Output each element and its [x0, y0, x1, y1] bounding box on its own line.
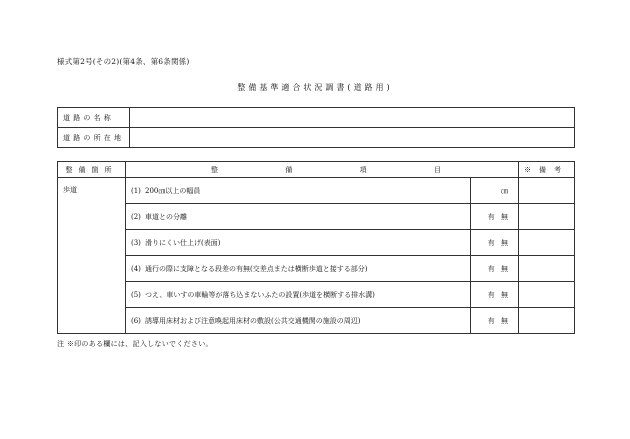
row-number: (6)	[126, 308, 142, 334]
row-number: (2)	[126, 204, 142, 230]
header-items	[126, 162, 519, 178]
header-items-char: 目	[433, 165, 441, 174]
road-name-label: 道路の名称	[58, 108, 130, 128]
row-item: 通行の際に支障となる段差の有無(交差点または横断歩道と接する部分)	[141, 256, 471, 282]
row-note	[519, 204, 575, 230]
footnote: 注 ※印のある欄には、記入しないでください。	[57, 340, 213, 348]
row-answer[interactable]: 有 無	[471, 256, 519, 282]
row-answer[interactable]: 有 無	[471, 204, 519, 230]
row-answer[interactable]: 有 無	[471, 230, 519, 256]
row-number: (3)	[126, 230, 142, 256]
row-number: (4)	[126, 256, 142, 282]
row-note	[519, 256, 575, 282]
road-info-table	[57, 107, 575, 148]
row-item: つえ、車いすの車輪等が落ち込まないふたの設置(歩道を横断する排水溝)	[141, 282, 471, 308]
place-cell: 歩道	[58, 178, 126, 334]
document-title: 整備基準適合状況調書(道路用)	[237, 83, 393, 92]
table-row	[58, 204, 575, 230]
row-note	[519, 230, 575, 256]
header-items-char: 整	[211, 165, 218, 174]
row-answer[interactable]: 有 無	[471, 308, 519, 334]
header-items-char: 項	[359, 165, 367, 174]
road-location-row	[58, 128, 575, 148]
row-answer[interactable]: ㎝	[471, 178, 519, 204]
header-items-char: 備	[285, 165, 293, 174]
checklist-table	[57, 161, 575, 334]
road-location-label: 道路の所在地	[58, 128, 130, 148]
road-location-field[interactable]	[130, 128, 575, 148]
row-item: 200㎝以上の幅員	[141, 178, 471, 204]
row-number: (1)	[126, 178, 142, 204]
road-name-field[interactable]	[130, 108, 575, 128]
checklist-header-row	[58, 162, 575, 178]
row-note	[519, 282, 575, 308]
header-place: 整備箇所	[58, 162, 126, 178]
row-number: (5)	[126, 282, 142, 308]
form-label: 様式第2号(その2)(第4条、第6条関係)	[57, 57, 190, 66]
row-item: 誘導用床材および注意喚起用床材の敷設(公共交通機関の施設の周辺)	[141, 308, 471, 334]
row-note	[519, 308, 575, 334]
row-item: 車道との分離	[141, 204, 471, 230]
table-row	[58, 256, 575, 282]
road-name-row	[58, 108, 575, 128]
row-answer[interactable]: 有 無	[471, 282, 519, 308]
header-note: ※備考	[519, 162, 575, 178]
table-row	[58, 178, 575, 204]
table-row	[58, 282, 575, 308]
table-row	[58, 308, 575, 334]
row-item: 滑りにくい仕上げ(表面)	[141, 230, 471, 256]
table-row	[58, 230, 575, 256]
row-note	[519, 178, 575, 204]
